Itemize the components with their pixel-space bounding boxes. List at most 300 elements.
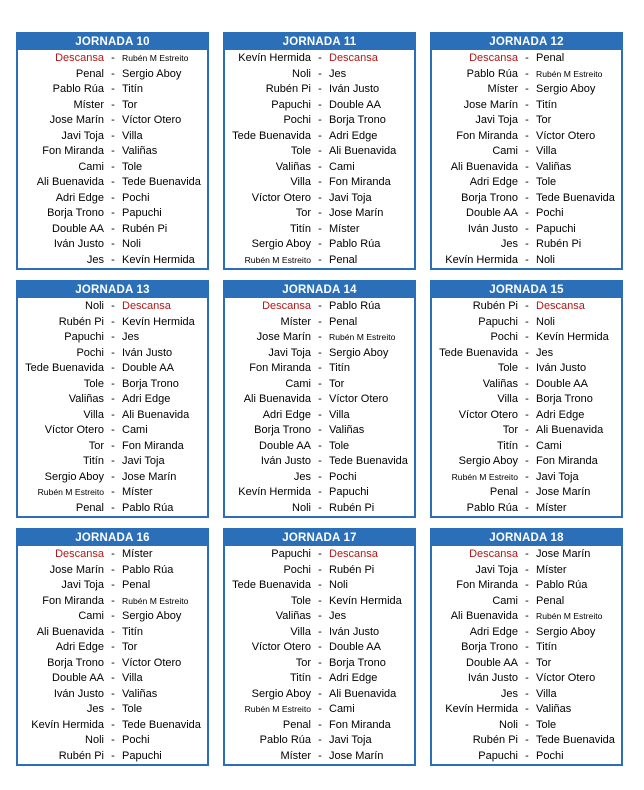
home-player: Sergio Aboy	[458, 455, 518, 467]
home-player: Sergio Aboy	[251, 238, 311, 250]
jornada-card	[430, 280, 623, 518]
separator: -	[318, 362, 322, 374]
away-player: Villa	[536, 145, 557, 157]
away-player: Noli	[329, 579, 348, 591]
away-player: Jes	[329, 610, 347, 622]
match-row	[18, 423, 207, 439]
home-player: Víctor Otero	[251, 641, 311, 653]
jornada-title: JORNADA 15	[432, 282, 621, 298]
separator: -	[111, 734, 115, 746]
away-player: Pochi	[536, 749, 564, 762]
away-player: Pablo Rúa	[122, 563, 174, 576]
away-player: Titín	[536, 641, 557, 653]
match-row	[18, 640, 207, 656]
home-player: Adri Edge	[55, 191, 104, 204]
separator: -	[111, 129, 115, 142]
away-player: Double AA	[329, 98, 381, 111]
home-player: Víctor Otero	[458, 408, 518, 421]
separator: -	[318, 67, 322, 80]
match-row	[432, 702, 621, 718]
away-player: Papuchi	[329, 486, 369, 498]
match-row	[432, 253, 621, 269]
separator: -	[111, 610, 115, 622]
home-player: Papuchi	[271, 548, 311, 560]
match-row	[432, 563, 621, 579]
match-row	[18, 82, 207, 98]
away-player: Ali Buenavida	[536, 424, 604, 436]
separator: -	[111, 176, 115, 188]
away-player: Tor	[122, 98, 138, 111]
match-row	[432, 733, 621, 749]
separator: -	[525, 83, 529, 95]
separator: -	[111, 563, 115, 576]
home-player: Borja Trono	[461, 641, 518, 653]
home-player: Jose Marín	[256, 331, 311, 343]
separator: -	[111, 424, 115, 436]
match-row	[18, 687, 207, 703]
home-player: Fon Miranda	[42, 594, 104, 607]
separator: -	[318, 548, 322, 560]
match-row	[18, 392, 207, 408]
away-player: Tede Buenavida	[329, 455, 408, 467]
match-row	[18, 501, 207, 517]
away-player: Valiñas	[536, 703, 572, 715]
away-player: Tole	[329, 439, 350, 452]
home-player: Papuchi	[64, 331, 104, 343]
jornada-card	[223, 32, 416, 270]
away-player: Penal	[536, 52, 565, 64]
away-player: Javi Toja	[329, 734, 372, 746]
match-row	[225, 439, 414, 455]
home-player: Cami	[78, 610, 104, 622]
separator: -	[318, 641, 322, 653]
match-row	[18, 51, 207, 67]
home-player: Pochi	[76, 346, 104, 359]
match-row	[432, 640, 621, 656]
match-row	[225, 237, 414, 253]
away-player: Cami	[329, 703, 355, 715]
away-player: Villa	[122, 672, 143, 684]
home-player: Rubén Pi	[58, 749, 104, 762]
away-player: Iván Justo	[122, 346, 173, 359]
home-player: Ali Buenavida	[36, 176, 104, 188]
match-row	[18, 237, 207, 253]
away-player: Fon Miranda	[536, 455, 598, 467]
separator: -	[525, 641, 529, 653]
match-list	[432, 298, 621, 516]
away-player: Double AA	[329, 641, 381, 653]
match-row	[225, 98, 414, 114]
separator: -	[111, 579, 115, 591]
home-player: Pochi	[283, 563, 311, 576]
separator: -	[525, 455, 529, 467]
home-player: Valiñas	[68, 393, 104, 405]
away-player: Jes	[122, 331, 140, 343]
match-row	[432, 98, 621, 114]
jornada-card	[430, 528, 623, 766]
separator: -	[525, 594, 529, 607]
match-row	[18, 609, 207, 625]
match-row	[18, 625, 207, 641]
match-row	[18, 377, 207, 393]
match-row	[18, 98, 207, 114]
match-row	[18, 315, 207, 331]
separator: -	[111, 253, 115, 266]
separator: -	[525, 734, 529, 746]
away-player: Pochi	[536, 207, 564, 219]
match-row	[18, 129, 207, 145]
away-player: Iván Justo	[536, 362, 587, 374]
separator: -	[525, 424, 529, 436]
home-player: Sergio Aboy	[251, 687, 311, 700]
match-row	[18, 191, 207, 207]
separator: -	[525, 579, 529, 591]
match-row	[432, 67, 621, 83]
rest-label: Descansa	[122, 300, 171, 312]
match-row	[432, 361, 621, 377]
home-player: Javi Toja	[268, 346, 311, 359]
match-row	[432, 439, 621, 455]
rest-label: Descansa	[469, 52, 518, 64]
home-player: Double AA	[52, 672, 104, 684]
away-player: Tole	[122, 160, 143, 173]
away-player: Fon Miranda	[329, 176, 391, 188]
match-row	[432, 330, 621, 346]
separator: -	[318, 346, 322, 359]
home-player: Titín	[497, 439, 518, 452]
separator: -	[318, 176, 322, 188]
separator: -	[525, 718, 529, 731]
home-player: Cami	[492, 594, 518, 607]
away-player: Cami	[536, 439, 562, 452]
home-player: Víctor Otero	[251, 191, 311, 204]
separator: -	[111, 315, 115, 328]
away-player: Cami	[329, 160, 355, 173]
match-row	[225, 640, 414, 656]
separator: -	[318, 610, 322, 622]
home-player: Double AA	[259, 439, 311, 452]
away-player: Rubén M Estreito	[536, 68, 603, 79]
separator: -	[318, 439, 322, 452]
match-row	[432, 82, 621, 98]
home-player: Tede Buenavida	[232, 129, 311, 142]
match-row	[225, 67, 414, 83]
match-row	[225, 485, 414, 501]
match-list	[225, 50, 414, 268]
jornada-title: JORNADA 14	[225, 282, 414, 298]
match-row	[225, 82, 414, 98]
separator: -	[111, 625, 115, 638]
match-row	[432, 454, 621, 470]
separator: -	[111, 687, 115, 700]
away-player: Míster	[122, 486, 153, 498]
separator: -	[111, 67, 115, 80]
separator: -	[111, 470, 115, 483]
away-player: Valiñas	[329, 424, 365, 436]
separator: -	[525, 315, 529, 328]
separator: -	[525, 749, 529, 762]
away-player: Jes	[329, 67, 347, 80]
match-row	[225, 578, 414, 594]
home-player: Villa	[83, 408, 104, 421]
match-row	[225, 160, 414, 176]
separator: -	[318, 563, 322, 576]
away-player: Villa	[329, 408, 350, 421]
home-player: Rubén M Estreito	[37, 487, 104, 497]
home-player: Ali Buenavida	[450, 610, 518, 622]
away-player: Rubén M Estreito	[329, 332, 396, 342]
match-row	[432, 377, 621, 393]
away-player: Kevín Hermida	[122, 253, 195, 266]
separator: -	[318, 393, 322, 405]
match-row	[225, 470, 414, 486]
home-player: Titín	[290, 672, 311, 684]
away-player: Pablo Rúa	[536, 579, 588, 591]
match-row	[432, 625, 621, 641]
away-player: Penal	[329, 253, 358, 266]
away-player: Adri Edge	[536, 408, 585, 421]
separator: -	[525, 67, 529, 80]
home-player: Rubén Pi	[58, 315, 104, 328]
home-player: Pochi	[490, 331, 518, 343]
separator: -	[525, 52, 529, 64]
home-player: Iván Justo	[53, 238, 104, 250]
match-row	[225, 222, 414, 238]
home-player: Papuchi	[478, 749, 518, 762]
away-player: Tor	[122, 641, 138, 653]
home-player: Noli	[499, 718, 518, 731]
separator: -	[525, 191, 529, 204]
away-player: Titín	[122, 625, 143, 638]
away-player: Fon Miranda	[329, 718, 391, 731]
away-player: Noli	[536, 315, 555, 328]
jornada-title: JORNADA 10	[18, 34, 207, 50]
away-player: Jes	[536, 346, 554, 359]
match-row	[225, 423, 414, 439]
separator: -	[318, 408, 322, 421]
match-row	[432, 718, 621, 734]
away-player: Sergio Aboy	[329, 346, 389, 359]
separator: -	[111, 207, 115, 219]
home-player: Tole	[290, 594, 311, 607]
away-player: Sergio Aboy	[536, 625, 596, 638]
away-player: Valiñas	[536, 160, 572, 173]
match-row	[18, 144, 207, 160]
away-player: Pochi	[329, 470, 357, 483]
home-player: Kevín Hermida	[238, 52, 311, 64]
separator: -	[318, 238, 322, 250]
home-player: Rubén M Estreito	[451, 471, 518, 482]
away-player: Iván Justo	[329, 625, 380, 638]
home-player: Double AA	[52, 222, 104, 235]
separator: -	[525, 129, 529, 142]
away-player: Sergio Aboy	[536, 83, 596, 95]
home-player: Jes	[500, 238, 518, 250]
away-player: Víctor Otero	[536, 672, 596, 684]
match-row	[432, 501, 621, 517]
separator: -	[111, 703, 115, 715]
match-row	[18, 346, 207, 362]
home-player: Rubén Pi	[265, 83, 311, 95]
away-player: Tor	[329, 377, 345, 390]
away-player: Double AA	[536, 377, 588, 390]
separator: -	[318, 331, 322, 343]
separator: -	[525, 656, 529, 669]
match-row	[18, 113, 207, 129]
match-row	[432, 222, 621, 238]
home-player: Borja Trono	[461, 191, 518, 204]
match-row	[225, 594, 414, 610]
match-row	[18, 733, 207, 749]
separator: -	[111, 160, 115, 173]
home-player: Pablo Rúa	[259, 734, 311, 746]
separator: -	[318, 718, 322, 731]
match-row	[432, 687, 621, 703]
away-player: Víctor Otero	[122, 656, 182, 669]
separator: -	[525, 439, 529, 452]
separator: -	[525, 393, 529, 405]
match-row	[225, 315, 414, 331]
home-player: Pablo Rúa	[52, 83, 104, 95]
rest-label: Descansa	[55, 52, 104, 64]
home-player: Borja Trono	[47, 656, 104, 669]
match-row	[18, 547, 207, 563]
home-player: Fon Miranda	[249, 362, 311, 374]
home-player: Noli	[292, 501, 311, 514]
away-player: Jose Marín	[329, 207, 384, 219]
separator: -	[318, 703, 322, 715]
separator: -	[525, 114, 529, 126]
home-player: Titín	[290, 222, 311, 235]
separator: -	[318, 734, 322, 746]
separator: -	[318, 625, 322, 638]
match-row	[18, 361, 207, 377]
match-list	[432, 546, 621, 764]
match-row	[18, 470, 207, 486]
away-player: Míster	[536, 501, 567, 514]
away-player: Titín	[122, 83, 143, 95]
separator: -	[111, 191, 115, 204]
away-player: Jose Marín	[329, 749, 384, 762]
away-player: Pablo Rúa	[122, 501, 174, 514]
separator: -	[111, 114, 115, 126]
home-player: Javi Toja	[475, 563, 518, 576]
rest-label: Descansa	[262, 300, 311, 312]
away-player: Rubén M Estreito	[122, 53, 189, 63]
separator: -	[318, 300, 322, 312]
home-player: Kevín Hermida	[445, 253, 518, 266]
home-player: Double AA	[466, 656, 518, 669]
match-row	[432, 129, 621, 145]
home-player: Papuchi	[271, 98, 311, 111]
home-player: Sergio Aboy	[44, 470, 104, 483]
match-row	[18, 656, 207, 672]
match-row	[225, 547, 414, 563]
separator: -	[525, 98, 529, 111]
match-row	[18, 330, 207, 346]
away-player: Jose Marín	[122, 470, 177, 483]
home-player: Tor	[88, 439, 104, 452]
separator: -	[111, 548, 115, 560]
match-row	[18, 485, 207, 501]
match-row	[18, 439, 207, 455]
home-player: Jes	[293, 470, 311, 483]
home-player: Jes	[500, 687, 518, 700]
match-row	[18, 718, 207, 734]
separator: -	[111, 346, 115, 359]
away-player: Pablo Rúa	[329, 238, 381, 250]
home-player: Double AA	[466, 207, 518, 219]
separator: -	[111, 98, 115, 111]
match-row	[18, 222, 207, 238]
separator: -	[318, 501, 322, 514]
home-player: Iván Justo	[467, 222, 518, 235]
match-row	[18, 454, 207, 470]
home-player: Tor	[295, 207, 311, 219]
separator: -	[525, 548, 529, 560]
home-player: Jes	[86, 253, 104, 266]
away-player: Tede Buenavida	[536, 191, 615, 204]
separator: -	[318, 315, 322, 328]
separator: -	[318, 52, 322, 64]
home-player: Rubén Pi	[472, 300, 518, 312]
separator: -	[111, 83, 115, 95]
home-player: Adri Edge	[262, 408, 311, 421]
home-player: Ali Buenavida	[36, 625, 104, 638]
away-player: Titín	[536, 98, 557, 111]
away-player: Penal	[122, 579, 151, 591]
separator: -	[525, 207, 529, 219]
separator: -	[111, 486, 115, 498]
match-row	[225, 377, 414, 393]
match-row	[432, 656, 621, 672]
match-row	[432, 144, 621, 160]
away-player: Tor	[536, 656, 552, 669]
home-player: Tor	[295, 656, 311, 669]
separator: -	[525, 501, 529, 514]
match-row	[225, 625, 414, 641]
away-player: Kevín Hermida	[536, 331, 609, 343]
home-player: Kevín Hermida	[31, 718, 104, 731]
separator: -	[111, 641, 115, 653]
match-row	[225, 206, 414, 222]
match-row	[18, 67, 207, 83]
match-row	[225, 749, 414, 765]
away-player: Tole	[122, 703, 143, 715]
separator: -	[318, 424, 322, 436]
separator: -	[318, 222, 322, 235]
separator: -	[111, 594, 115, 607]
away-player: Titín	[329, 362, 350, 374]
match-row	[18, 671, 207, 687]
home-player: Penal	[282, 718, 311, 731]
separator: -	[318, 377, 322, 390]
away-player: Tor	[536, 114, 552, 126]
separator: -	[111, 300, 115, 312]
home-player: Borja Trono	[254, 424, 311, 436]
separator: -	[318, 160, 322, 173]
home-player: Kevín Hermida	[445, 703, 518, 715]
away-player: Míster	[122, 548, 153, 560]
separator: -	[318, 594, 322, 607]
home-player: Valiñas	[275, 610, 311, 622]
jornada-title: JORNADA 17	[225, 530, 414, 546]
home-player: Fon Miranda	[42, 145, 104, 157]
separator: -	[318, 656, 322, 669]
jornada-card	[16, 528, 209, 766]
away-player: Pochi	[122, 191, 150, 204]
match-row	[225, 129, 414, 145]
